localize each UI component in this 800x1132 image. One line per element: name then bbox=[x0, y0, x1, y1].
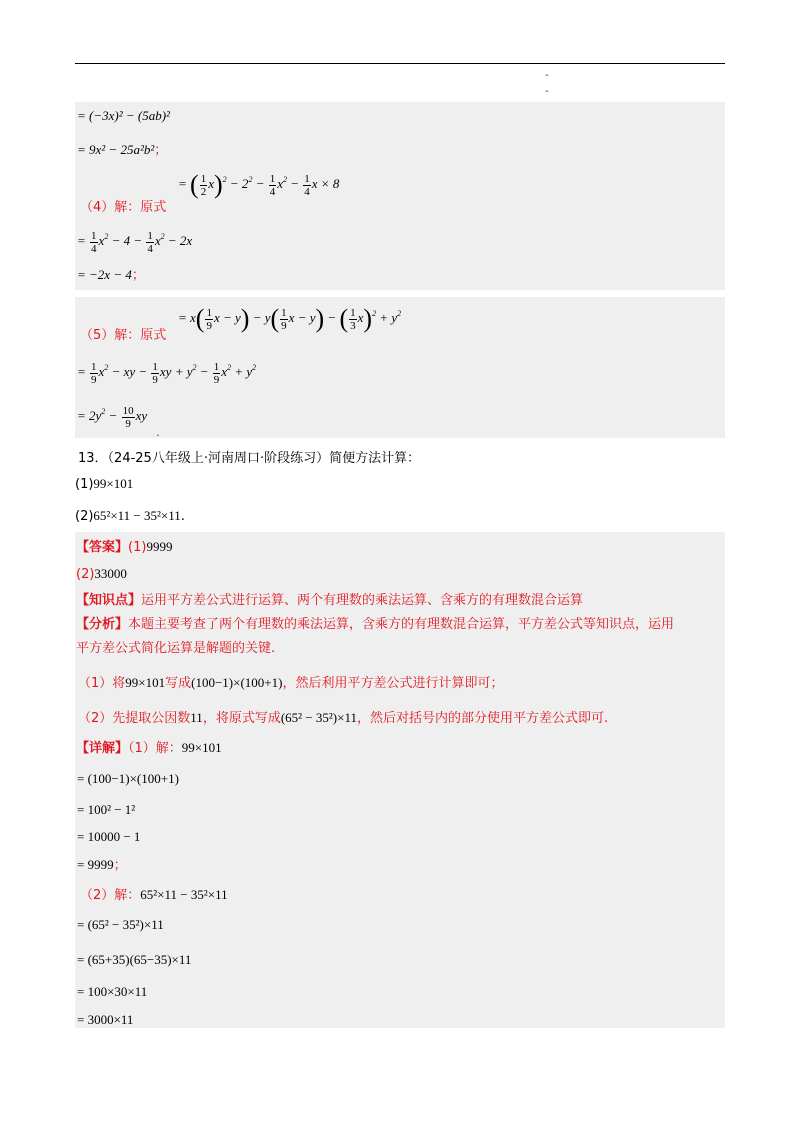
math-line bbox=[77, 267, 145, 284]
step-text: ，将原式写成 bbox=[202, 711, 281, 726]
question-source: （24-25八年级上·河南周口·阶段练习）简便方法计算： bbox=[107, 451, 421, 466]
math-expr: 99×101 bbox=[125, 675, 166, 690]
step-text: 写成 bbox=[165, 676, 192, 691]
analysis-step-1 bbox=[78, 675, 503, 692]
math-expr: 65²×11 − 35²×11 bbox=[140, 887, 228, 902]
math-line: = $\frac{1}{9}$ $x^2$ − xy − $\frac{1}{9}$ xy + $y^2$ − $\frac{1}{9}$ $x^2 + y^2$ bbox=[77, 360, 257, 386]
detail-header bbox=[76, 740, 222, 757]
detail-tag: 【详解】 bbox=[76, 741, 129, 756]
punct: . bbox=[156, 425, 160, 439]
punct: . bbox=[180, 509, 185, 524]
question-number: 13． bbox=[78, 451, 108, 466]
answer-line bbox=[76, 566, 127, 583]
detail-step-2 bbox=[80, 887, 228, 904]
math-line: = ( $\frac{1}{2}$ $x)^2 - 2^2$ − $\frac{1}{4}$ $x^2$ − $\frac{1}{4}$ x × 8 bbox=[178, 170, 340, 200]
part-prefix: (1) bbox=[128, 540, 147, 555]
math-expr: 99×101 bbox=[93, 476, 134, 491]
math-line: = (−3x)² − (5ab)² bbox=[77, 108, 170, 123]
answer-line bbox=[76, 539, 172, 556]
math-line: = 100×30×11 bbox=[77, 984, 148, 999]
part-prefix: (1) bbox=[75, 477, 94, 492]
math-expr: (65² − 35²)×11 bbox=[280, 710, 357, 725]
step-label: （5）解：原式 bbox=[80, 328, 167, 343]
kp-tag: 【知识点】 bbox=[76, 593, 142, 608]
punct: ； bbox=[154, 143, 168, 158]
math-expr: 65²×11 − 35²×11 bbox=[93, 508, 181, 523]
analysis-text: 本题主要考查了两个有理数的乘法运算，含乘方的有理数混合运算，平方差公式等知识点，运用 bbox=[128, 617, 675, 632]
math-expr: = −2x − 4 bbox=[77, 267, 132, 282]
math-line: = $2y^2$ − $\frac{10}{9}$ xy bbox=[77, 404, 148, 430]
math-line: = 100² − 1² bbox=[77, 802, 136, 817]
math-line: = (100−1)×(100+1) bbox=[77, 771, 179, 786]
step-text: （1）解： bbox=[128, 741, 182, 756]
answer-value: 33000 bbox=[94, 566, 127, 581]
math-line: = 10000 − 1 bbox=[77, 829, 141, 844]
header-rule bbox=[75, 63, 725, 64]
math-line: = x( $\frac{1}{9}$ x − y) − y( $\frac{1}{9}$ x − y) − ( $\frac{1}{3}$ $x)^2 + y^2$ bbox=[178, 304, 402, 334]
question-part bbox=[75, 508, 185, 525]
math-line bbox=[77, 142, 167, 159]
punct: ； bbox=[113, 858, 127, 873]
answer-value: 9999 bbox=[146, 539, 173, 554]
math-line bbox=[77, 857, 127, 874]
part-prefix: (2) bbox=[76, 567, 95, 582]
math-expr: 99×101 bbox=[181, 740, 222, 755]
step-text: ，然后对括号内的部分使用平方差公式即可. bbox=[356, 711, 609, 726]
question-header bbox=[78, 451, 420, 467]
part-prefix: (2) bbox=[75, 509, 94, 524]
kp-text: 运用平方差公式进行运算、两个有理数的乘法运算、含乘方的有理数混合运算 bbox=[141, 593, 584, 608]
step-text: （1）将 bbox=[78, 676, 126, 691]
header-mark: - bbox=[545, 86, 549, 97]
punct: ； bbox=[131, 268, 145, 283]
step-text: （2）先提取公因数 bbox=[78, 711, 191, 726]
knowledge-points bbox=[76, 593, 583, 609]
header-mark: - bbox=[545, 70, 549, 81]
math-line: = (65+35)(65−35)×11 bbox=[77, 952, 192, 967]
math-expr: = 9999 bbox=[77, 857, 114, 872]
question-part bbox=[75, 476, 133, 493]
step-label: （4）解：原式 bbox=[80, 200, 167, 215]
math-line: = 3000×11 bbox=[77, 1012, 134, 1027]
math-line: = $\frac{1}{4}$ $x^2 - 4$ − $\frac{1}{4}$ $x^2 - 2x$ bbox=[77, 229, 193, 255]
math-expr: = 9x² − 25a²b² bbox=[77, 142, 155, 157]
analysis-cont: 平方差公式简化运算是解题的关键. bbox=[76, 641, 276, 656]
analysis bbox=[76, 617, 674, 633]
analysis-step-2 bbox=[78, 710, 608, 727]
step-text: （2）解： bbox=[80, 888, 141, 903]
step-text: ，然后利用平方差公式进行计算即可； bbox=[282, 676, 504, 691]
analysis-tag: 【分析】 bbox=[76, 617, 129, 632]
math-expr: 11 bbox=[190, 710, 203, 725]
math-expr: (100−1)×(100+1) bbox=[191, 675, 283, 690]
answer-tag: 【答案】 bbox=[76, 540, 129, 555]
math-line: = (65² − 35²)×11 bbox=[77, 917, 164, 932]
solution-box-4 bbox=[75, 102, 725, 290]
